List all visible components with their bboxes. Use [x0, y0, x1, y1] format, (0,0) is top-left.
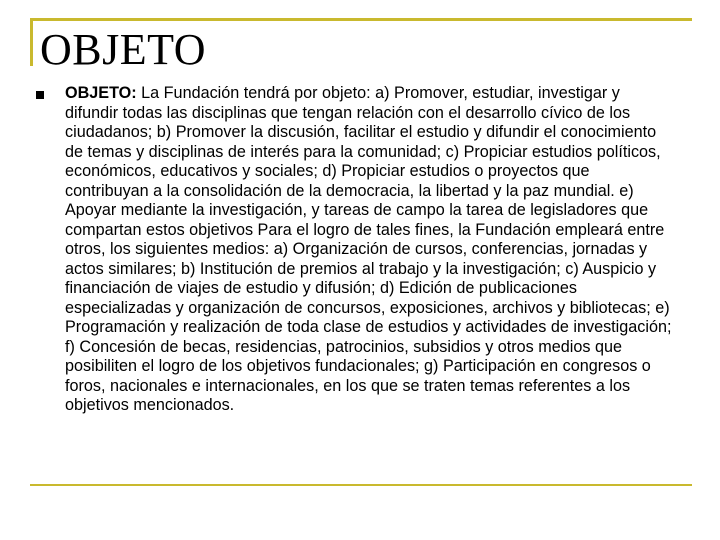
body-paragraph: [65, 84, 675, 416]
body-lead-label: OBJETO:: [65, 84, 137, 102]
slide-title: OBJETO: [40, 25, 206, 74]
top-accent-rule: [30, 18, 692, 21]
left-accent-rule: [30, 18, 33, 66]
square-bullet-icon: [36, 91, 44, 99]
body-text: La Fundación tendrá por objeto: a) Promover, estudiar, investigar y difundir todas las disciplinas que tengan relación con el desarrollo cívico de los ciudadanos; b) Promover la discusión, facilitar el estudio y difundir el conocimiento de temas y disciplinas de interés para la comunidad; c) Propiciar estudios políticos, económicos, educativos y sociales; d) Propiciar estudios o proyectos que contribuyan a la consolidación de la democracia, la libertad y la paz mundial. e) Apoyar mediante la investigación, y tareas de campo la tarea de legisladores que compartan estos objetivos Para el logro de tales fines, la Fundación empleará entre otros, los siguientes medios: a) Organización de cursos, conferencias, jornadas y actos similares; b) Institución de premios al trabajo y la investigación; c) Auspicio y financiación de viajes de estudio y difusión; d) Edición de publicaciones especializadas y organización de concursos, exposiciones, archivos y bibliotecas; e) Programación y realización de toda clase de estudios y actividades de investigación; f) Concesión de becas, residencias, patrocinios, subsidios y otros medios que posibiliten el logro de los objetivos fundacionales; g) Participación en congresos o foros, nacionales e internacionales, en los que se traten temas referentes a los objetivos mencionados.: [65, 84, 672, 414]
bottom-accent-rule: [30, 484, 692, 486]
